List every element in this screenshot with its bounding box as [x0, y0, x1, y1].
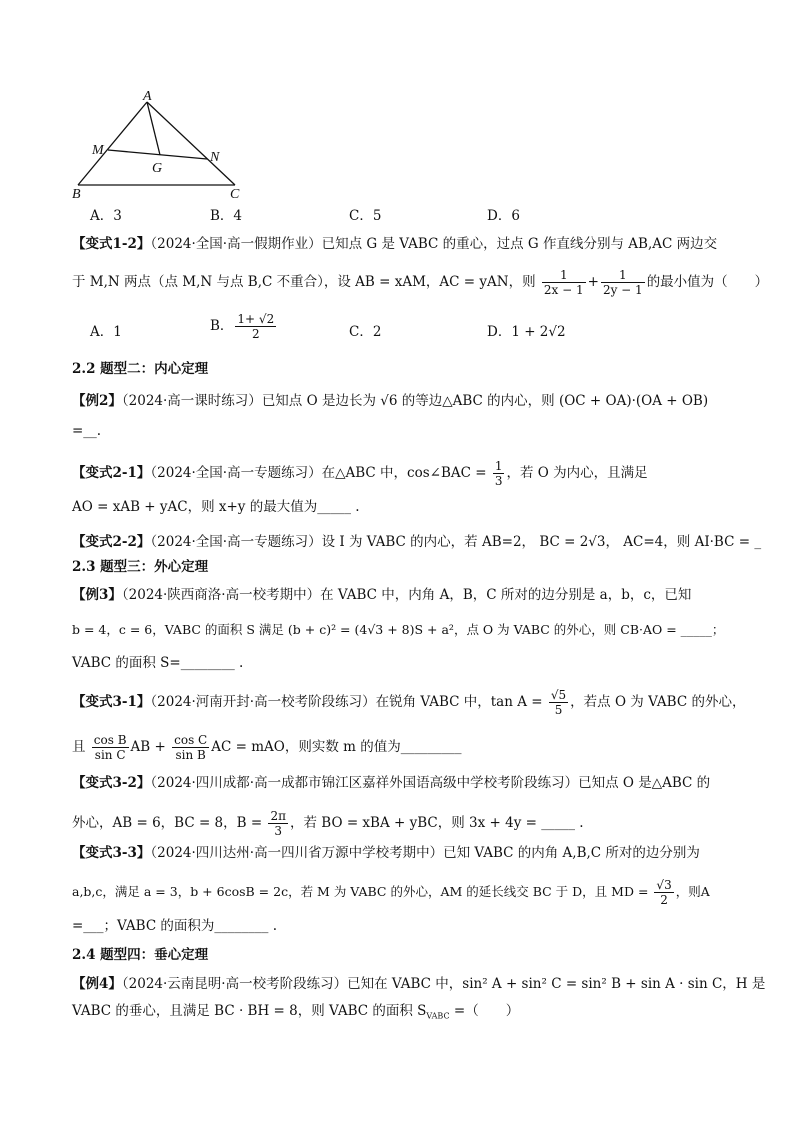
v12-option-a: A．1	[90, 324, 122, 340]
v33-line2: a,b,c，满足 a = 3，b + 6cosB = 2c，若 M 为 VABC 的外心，AM 的延长线交 BC 于 D，且 MD = $\frac{√3}{2}$ ，则A	[72, 878, 710, 907]
v12-source: （2024·全国·高一假期作业）	[150, 236, 322, 252]
v12-optb-frac: $\frac{1+ √2}{2}$	[237, 312, 275, 341]
v31-line2: 且 $\frac{\text{cos B}}{\text{sin C}}$ AB + $\frac{\text{cos C}}{\text{sin B}}$ AC = mAO，则实数 m 的值为_________	[72, 733, 462, 762]
v32-line1: 【变式3-2】（2024·四川成都·高一成都市锦江区嘉祥外国语高级中学校考阶段练习）已知点 O 是△ABC 的	[72, 775, 711, 791]
v12-line2: 于 M,N 两点（点 M,N 与点 B,C 不重合），设 AB = xAM，AC = yAN，则 $\frac{1}{2x - 1}$ + $\frac{1}{2y - 1}$ 的最小值为（ ）	[72, 268, 769, 297]
ex4-line2: VABC 的垂心，且满足 BC · BH = 8，则 VABC 的面积 $S_{VABC}$ =（ ）	[72, 1003, 520, 1021]
v21-line2: AO = xAB + yAC，则 x+y 的最大值为_____ .	[72, 499, 360, 515]
v31-frac-cosc: $\frac{\text{cos C}}{\text{sin B}}$	[174, 733, 208, 762]
section-2-4-title: 2.4 题型四：垂心定理	[72, 947, 209, 963]
v31-frac-cosb: $\frac{\text{cos B}}{\text{sin C}}$	[93, 733, 127, 762]
label-g: G	[152, 161, 163, 176]
v12-option-c: C．2	[349, 324, 382, 340]
q1-option-d: D．6	[487, 208, 520, 224]
label-n: N	[210, 150, 220, 165]
q1-option-c: C．5	[349, 208, 382, 224]
v33-line3: =___；VABC 的面积为________ .	[72, 918, 278, 934]
ex3-line2: b = 4，c = 6，VABC 的面积 S 满足 (b + c)² = (4√3 + 8)S + a²，点 O 为 VABC 的外心，则 CB·AO = _____；	[72, 622, 725, 637]
q1-option-a: A．3	[90, 208, 122, 224]
v32-line2: 外心，AB = 6，BC = 8，B = $\frac{2\pi}{3}$ ，若 BO = xBA + yBC，则 3x + 4y = _____ .	[72, 809, 584, 838]
v21-line1: 【变式2-1】（2024·全国·高一专题练习）在△ABC 中，cos∠BAC = $\frac{1}{3}$ ，若 O 为内心，且满足	[72, 459, 648, 488]
label-b: B	[72, 187, 81, 202]
v12-text1: 已知点 G 是 VABC 的重心，过点 G 作直线分别与 AB,AC 两边交	[321, 236, 718, 252]
v12-line1	[72, 233, 732, 255]
v31-line1: 【变式3-1】（2024·河南开封·高一校考阶段练习）在锐角 VABC 中，tan A = $\frac{√5}{5}$ ，若点 O 为 VABC 的外心，	[72, 688, 746, 717]
v12-option-d: D．1 + 2√2	[487, 324, 566, 340]
ex2-line2: =__.	[72, 423, 102, 439]
ex4-line1: 【例4】（2024·云南昆明·高一校考阶段练习）已知在 VABC 中，sin² A + sin² C = sin² B + sin A · sin C，H 是	[72, 976, 766, 992]
v31-frac: $\frac{√5}{5}$	[550, 688, 567, 717]
section-2-3-title: 2.3 题型三：外心定理	[72, 559, 209, 575]
median-ag	[147, 102, 160, 155]
v12-frac2: $\frac{1}{2y - 1}$	[602, 268, 643, 297]
v32-frac: $\frac{2\pi}{3}$	[270, 809, 286, 838]
v12-tag: 【变式1-2】	[72, 236, 151, 252]
v22-line1: 【变式2-2】（2024·全国·高一专题练习）设 I 为 VABC 的内心，若 AB=2， BC = 2√3， AC=4，则 AI·BC = _	[72, 534, 762, 550]
side-ab	[78, 102, 147, 185]
v33-line1: 【变式3-3】（2024·四川达州·高一四川省万源中学校考期中）已知 VABC 的内角 A,B,C 所对的边分别为	[72, 845, 700, 861]
v33-frac: $\frac{√3}{2}$	[656, 878, 672, 907]
ex3-line1: 【例3】（2024·陕西商洛·高一校考期中）在 VABC 中，内角 A，B，C 所对的边分别是 a，b，c，已知	[72, 587, 692, 603]
ex2-line1: 【例2】（2024·高一课时练习）已知点 O 是边长为 √6 的等边△ABC 的内心，则 (OC + OA)·(OA + OB)	[72, 393, 709, 409]
v12-text2a: 于 M,N 两点（点 M,N 与点 B,C 不重合），设 AB = xAM，AC = yAN，则	[72, 274, 536, 290]
label-a: A	[143, 89, 152, 104]
label-c: C	[230, 187, 240, 202]
triangle-figure	[60, 88, 260, 203]
segment-mn	[108, 150, 207, 159]
q1-option-b: B．4	[210, 208, 243, 224]
ex3-line3: VABC 的面积 S=________ .	[72, 655, 244, 671]
v12-text2b: 的最小值为（ ）	[646, 274, 769, 290]
section-2-2-title: 2.2 题型二：内心定理	[72, 361, 209, 377]
label-m: M	[92, 143, 104, 158]
v21-frac: $\frac{1}{3}$	[494, 459, 503, 488]
v12-frac1: $\frac{1}{2x - 1}$	[543, 268, 584, 297]
v12-option-b: B． $\frac{1+ √2}{2}$	[210, 312, 275, 341]
